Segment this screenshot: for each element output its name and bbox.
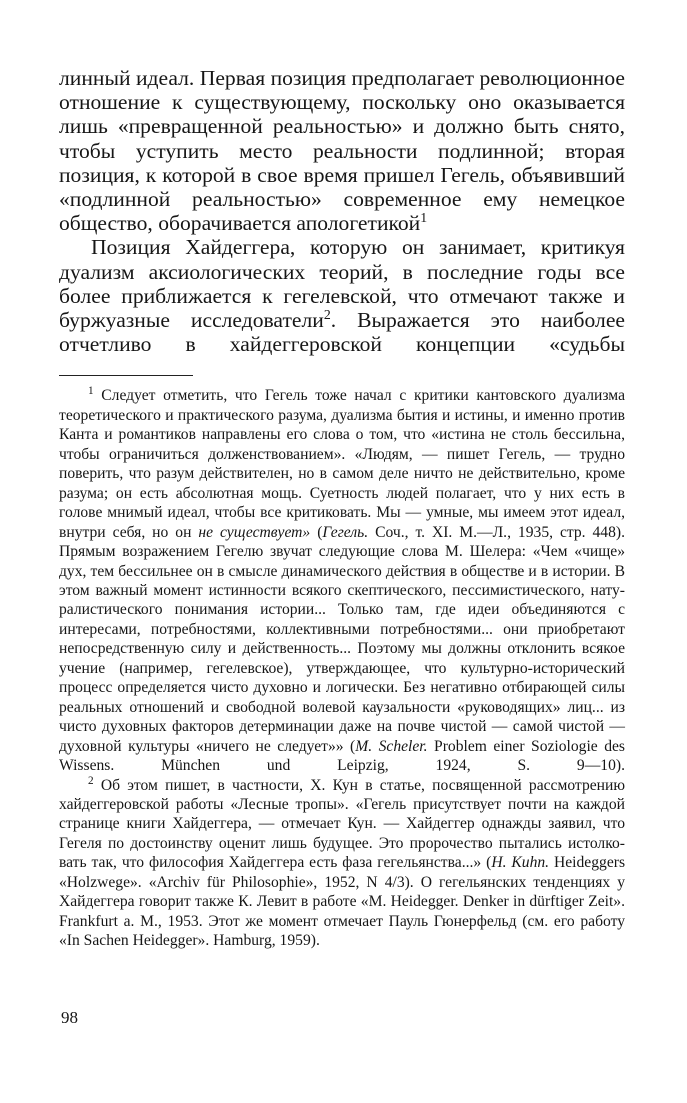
- footnote-reference: 1: [420, 210, 428, 226]
- footnote-emphasis: не существует»: [198, 523, 311, 541]
- footnote-emphasis: Гегель.: [322, 523, 369, 541]
- footnote-marker: 1: [88, 385, 94, 398]
- paragraph-2: [59, 235, 625, 356]
- page-number: 98: [61, 1008, 78, 1027]
- paragraph-1: [59, 66, 625, 235]
- footnote-divider: [59, 375, 193, 376]
- footnote-text: Heideggers «Holzwege». «Archiv für Philosophie», 1952, N 4/3). О гегельянских тенденциях у Хайдеггера говорит также К. Левит в работе «M. Heidegger. Denker in dürftiger Zeit». Frankfurt a. M., 1953. Этот же момент отмечает Пауль Гюнерфельд (см. его работу «In Sachen Heidegger». Hamburg, 1959).: [59, 854, 626, 950]
- footnote-reference: 2: [323, 306, 331, 322]
- footnote-text: (: [317, 523, 323, 541]
- main-text: [59, 66, 625, 356]
- footnote-text: Problem einer Soziologie des Wissens. München und Leipzig, 1924, S. 9—10).: [59, 737, 625, 775]
- footnote-2: [59, 776, 625, 951]
- paragraph-text: . Выражается это наиболее отчетливо в хайдеггеровской концепции «судьбы: [59, 308, 625, 357]
- footnote-text: Следует отметить, что Гегель тоже начал с критики кантовского дуализма теоретического и практического разума, дуализма бытия и истины, и именно против Канта и романтиков направлены его слова о том, что «истина не столь бессильна, чтобы ограничиться долженствованием». «Людям, — пишет Гегель, — трудно поверить, что разум действителен, но в самом деле ничто не действительно, кроме разума; он есть абсолютная мощь. Суетность людей полагает, что у них есть в голове мнимый идеал, чтобы все критиковать. Мы — умные, мы имеем этот идеал, внутри себя, но он: [59, 387, 625, 541]
- paragraph-text: линный идеал. Первая позиция предполагает революционное отношение к существующему, поскольку оно оказывается лишь «превращенной реальностью» и должно быть снято, чтобы уступить место реальности подлинной; вторая позиция, к которой в свое время пришел Гегель, объявивший «подлинной реальностью» современное ему немецкое общество, оборачивается апологетикой: [59, 66, 625, 236]
- footnote-text: Об этом пишет, в частности, Х. Кун в статье, посвященной рассмотрению хайдеггеровской работы «Лесные тропы». «Гегель присутствует почти на каждой странице книги Хайдеггера, — отмечает Кун. — Хайдеггер однажды заявил, что Гегеля по достоинству оценит лишь будущее. Это пророчество пытались истолковать так, что философия Хайдеггера есть фаза гегельянства...» (: [59, 776, 625, 872]
- footnotes: [59, 386, 625, 950]
- footnote-emphasis: H. Kuhn.: [491, 854, 550, 872]
- footnote-1: [59, 386, 625, 775]
- paragraph-text: Позиция Хайдеггера, которую он занимает, критикуя дуализм аксиологических теорий, в последние годы все более приближается к гегелевской, что отмечают также и буржуазные исследователи: [59, 235, 625, 333]
- footnote-emphasis: M. Scheler.: [355, 737, 428, 755]
- footnote-text: Соч., т. XI. М.—Л., 1935, стр. 448). Прямым возражением Гегелю звучат следующие слова М. Шелера: «Чем «чище» дух, тем бессильнее он в смысле динамического действия в обществе и в истории. В этом важный момент истинности всякого скептического, пессимистического, натуралистического понимания истории... Только там, где идеи объединяются с интересами, потребностями, коллективными потребностями... они приобретают непосредственную силу и действенность... Поэтому мы должны отклонить всякое учение (например, гегелевское), утверждающее, что культурно-исторический процесс определяется чисто духовно и логически. Без негативно отбирающей силы реальных отношений и свободной волевой каузальности «руководящих» лиц... из чисто духовных факторов детерминации даже на почве чистой — самой чистой — духовной культуры «ничего не следует»» (: [59, 523, 625, 755]
- footnote-marker: 2: [88, 774, 94, 787]
- page-content: [59, 66, 625, 951]
